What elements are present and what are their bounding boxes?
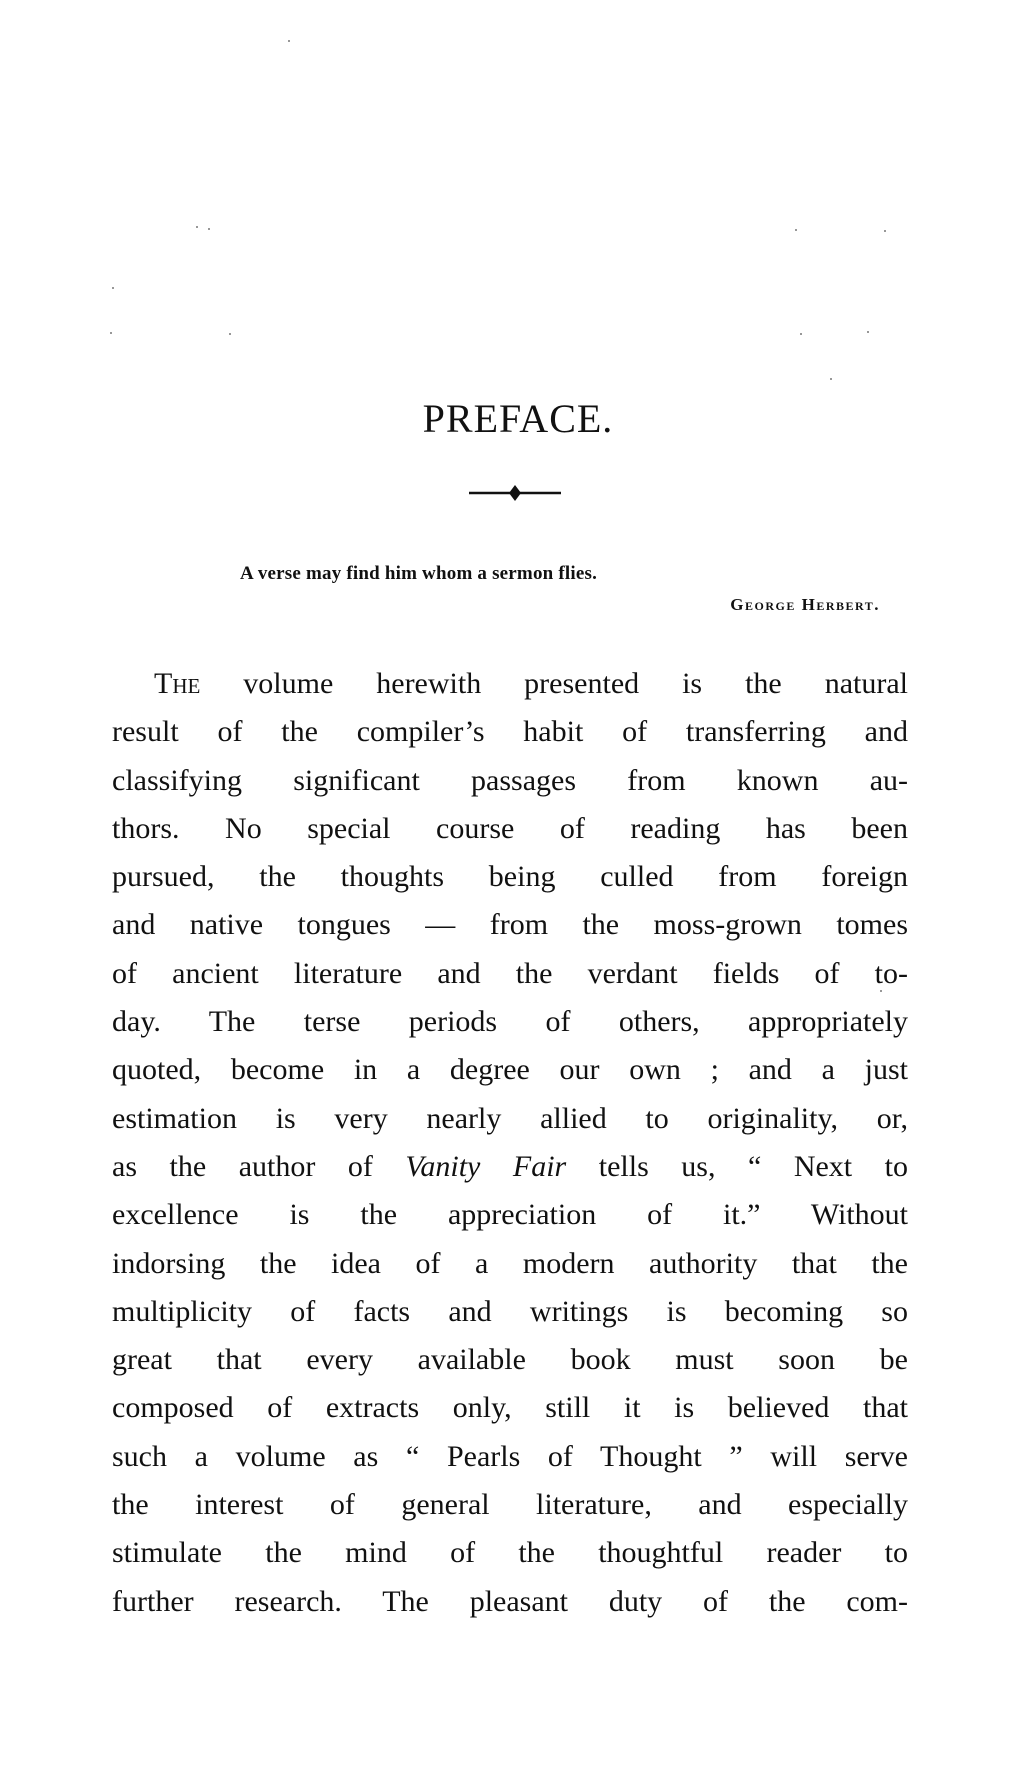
body-line: such a volume as “ Pearls of Thought ” will serve [112,1439,908,1473]
preface-body [112,660,908,1626]
scan-speck [112,287,114,289]
body-line-vanity-fair [112,1143,908,1191]
body-line: multiplicity of facts and writings is becoming so [112,1294,908,1328]
page-title [0,395,1028,442]
body-line: estimation is very nearly allied to originality, or, [112,1101,908,1135]
scan-speck [884,230,886,232]
body-line: result of the compiler’s habit of transferring and [112,715,908,749]
page-title-text: PREFACE. [422,396,614,441]
body-line: classifying significant passages from known au- [112,763,908,797]
body-text: as the author of [112,1149,406,1183]
scan-speck [800,333,802,335]
body-line: of ancient literature and the verdant fields of to- [112,956,908,990]
epigraph-author: George Herbert. [730,595,880,614]
body-line: day. The terse periods of others, appropriately [112,1005,908,1039]
body-line: and native tongues — from the moss-grown tomes [112,908,908,942]
ornament-rule-icon [467,484,563,502]
body-line: composed of extracts only, still it is believed that [112,1391,908,1425]
scan-speck [830,378,832,380]
body-line [112,660,908,708]
body-line: pursued, the thoughts being culled from foreign [112,860,908,894]
scan-speck [110,332,112,334]
body-line: indorsing the idea of a modern authority that the [112,1246,908,1280]
body-line-text: volume herewith presented is the natural [200,667,908,700]
body-line: excellence is the appreciation of it.” Without [112,1198,908,1232]
scan-speck [229,333,231,335]
lead-word: The [154,667,201,700]
body-line: great that every available book must soon be [112,1343,908,1377]
scan-speck [208,228,210,230]
scan-speck [288,40,290,42]
body-text: tells us, “ Next to [566,1149,908,1183]
body-line: thors. No special course of reading has been [112,811,908,845]
body-line: stimulate the mind of the thoughtful reader to [112,1536,908,1570]
epigraph-quote: A verse may find him whom a sermon flies. [240,563,598,584]
body-line: the interest of general literature, and especially [112,1488,908,1522]
body-line: further research. The pleasant duty of the com- [112,1584,908,1618]
body-line: quoted, become in a degree our own ; and a just [112,1053,908,1087]
scan-speck [867,331,869,333]
scan-speck [196,226,198,228]
book-title-italic: Vanity Fair [405,1149,567,1183]
scan-speck [795,229,797,231]
